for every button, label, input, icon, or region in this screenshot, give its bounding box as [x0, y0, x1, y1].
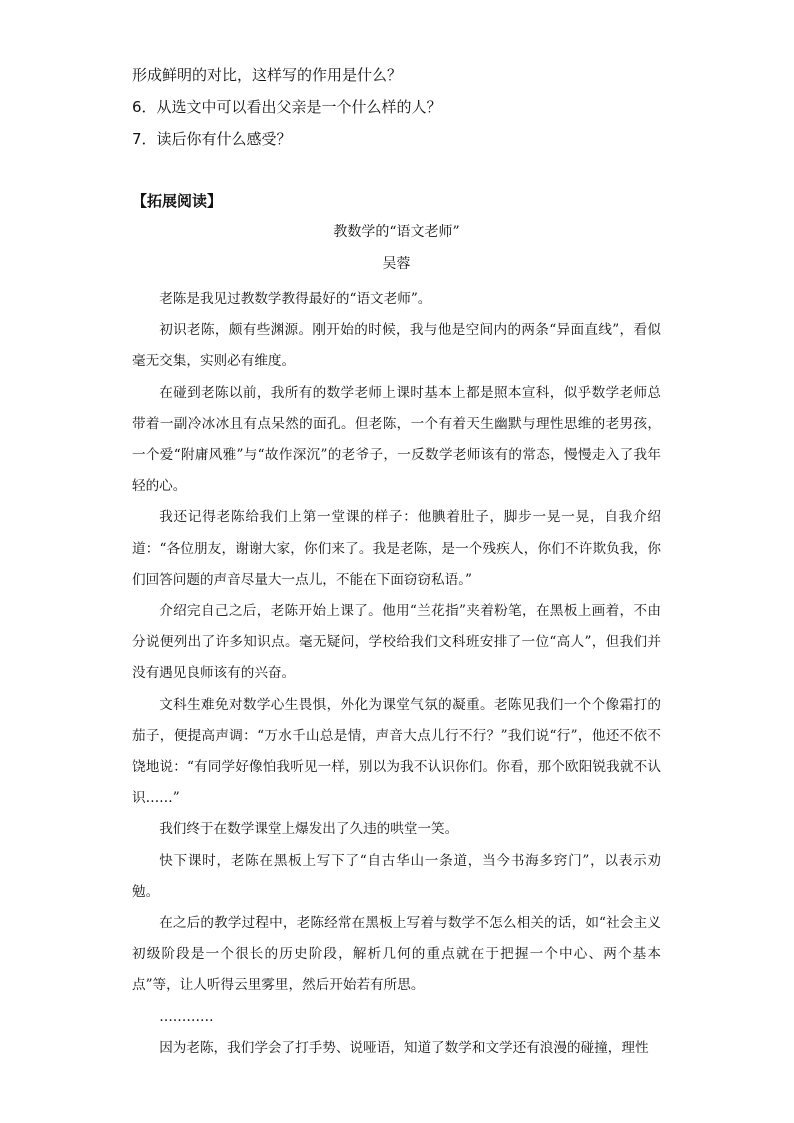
paragraph: 快下课时，老陈在黑板上写下了“自古华山一条道，当今书海多窍门”，以表示劝勉。 — [132, 852, 661, 900]
paragraph: 在碰到老陈以前，我所有的数学老师上课时基本上都是照本宣科，似乎数学老师总带着一副冷冰冰且有点呆然的面孔。但老陈，一个有着天生幽默与理性思维的老男孩，一个爱“附庸风雅”与“故作深沉”的老爷子，一反数学老师该有的常态，慢慢走入了我年轻的心。 — [132, 384, 661, 495]
paragraph: 老陈是我见过教数学教得最好的“语文老师”。 — [159, 291, 432, 307]
paragraph: 介绍完自己之后，老陈开始上课了。他用“兰花指”夹着粉笔，在黑板上画着，不由分说便列出了许多知识点。毫无疑问，学校给我们文科班安排了一位“高人”，但我们并没有遇见良师该有的兴奋。 — [132, 603, 661, 682]
ellipsis-separator: ………… — [159, 1008, 214, 1025]
question-7: 7．读后你有什么感受？ — [132, 130, 292, 148]
paragraph: 我还记得老陈给我们上第一堂课的样子：他腆着肚子，脚步一晃一晃，自我介绍道：“各位朋友，谢谢大家，你们来了。我是老陈，是一个残疾人，你们不许欺负我，你们回答问题的声音尽量大一点儿，不能在下面窃窃私语。” — [132, 509, 661, 588]
article-author: 吴蓉 — [382, 256, 411, 272]
question-6: 6．从选文中可以看出父亲是一个什么样的人？ — [132, 98, 442, 116]
paragraph: 因为老陈，我们学会了打手势、说哑语，知道了数学和文学还有浪漫的碰撞，理性 — [159, 1039, 649, 1056]
article-title: 教数学的“语文老师” — [333, 224, 460, 240]
question-5-continuation: 形成鲜明的对比，这样写的作用是什么？ — [132, 66, 403, 84]
paragraph: 初识老陈，颇有些渊源。刚开始的时候，我与他是空间内的两条“异面直线”，看似毫无交集，实则必有维度。 — [132, 322, 661, 370]
article-body — [132, 284, 661, 1064]
paragraph: 文科生难免对数学心生畏惧，外化为课堂气氛的凝重。老陈见我们一个个像霜打的茄子，便提高声调：“万水千山总是情，声音大点儿行不行？”我们说“行”，他还不依不饶地说：“有同学好像怕我听见一样，别以为我不认识你们。你看，那个欧阳锐我就不认识……” — [132, 696, 661, 807]
paragraph: 我们终于在数学课堂上爆发出了久违的哄堂一笑。 — [159, 821, 459, 838]
paragraph: 在之后的教学过程中，老陈经常在黑板上写着与数学不怎么相关的话，如“社会主义初级阶段是一个很长的历史阶段，解析几何的重点就在于把握一个中心、两个基本点”等，让人听得云里雾里，然后开始若有所思。 — [132, 915, 661, 994]
section-heading: 【拓展阅读】 — [132, 192, 223, 210]
